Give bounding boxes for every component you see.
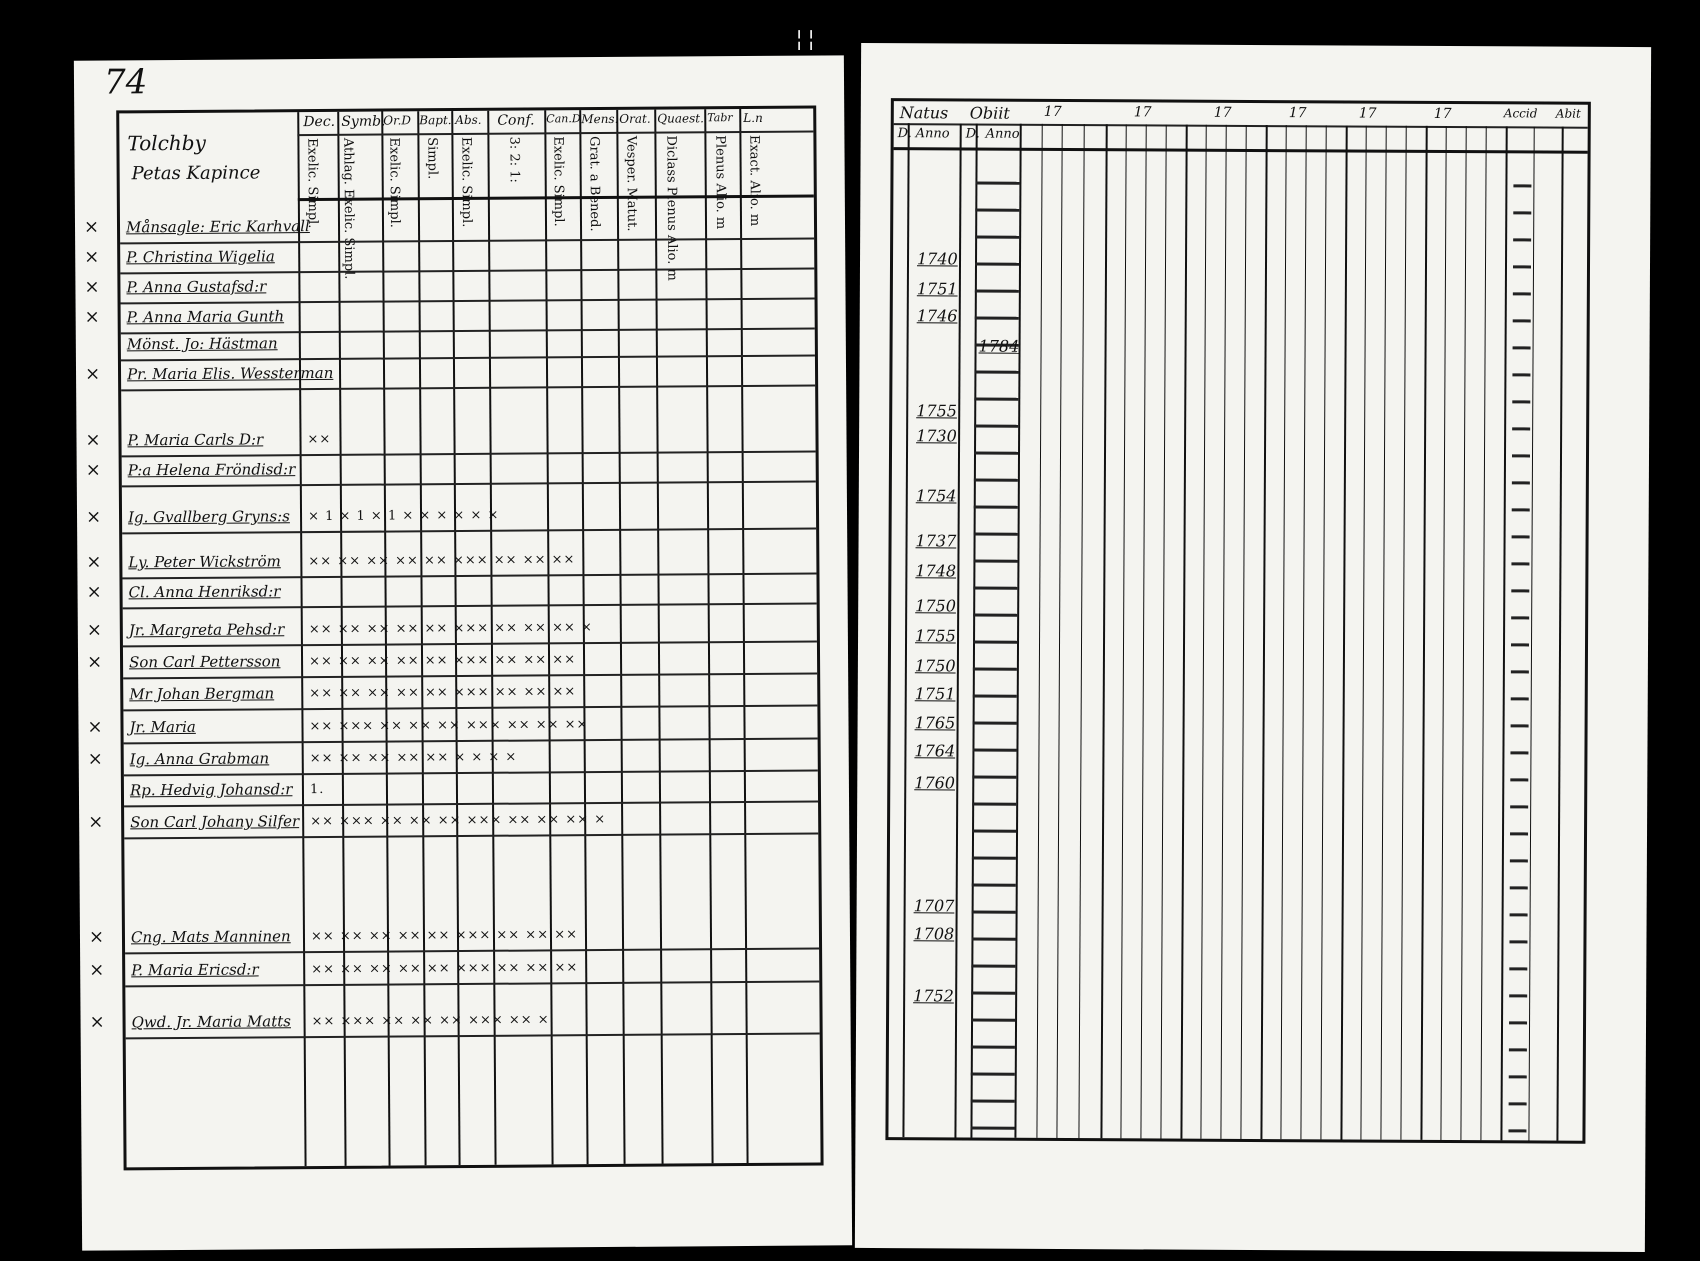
birth-year: 1760	[914, 773, 956, 793]
person-name: Cl. Anna Henriksd:r	[128, 582, 281, 602]
person-name: P. Anna Gustafsd:r	[126, 277, 267, 297]
table-row	[83, 214, 814, 247]
attendance-marks: ×× ×× ×× ×× ×× ××× ×× ×× ×× ×	[308, 620, 593, 638]
grid-row-dash	[1513, 346, 1531, 349]
birth-year: 1754	[915, 486, 957, 506]
grid-column-line	[1480, 126, 1486, 1140]
grid-row-dash	[1510, 886, 1528, 889]
table-row	[86, 579, 817, 612]
birth-year: 1750	[915, 596, 956, 616]
person-name: P. Anna Maria Gunth	[126, 307, 285, 327]
grid-row-dash	[971, 1046, 1015, 1049]
row-rule	[123, 673, 817, 680]
sub-conf: 3: 2: 1:	[506, 136, 522, 183]
page-number: 74	[103, 62, 148, 103]
sub-symb: Athlag. Exelic. Simpl.	[340, 137, 357, 280]
grid-row-dash	[974, 533, 1018, 536]
grid-row-dash	[1513, 292, 1531, 295]
grid-row-dash	[971, 938, 1015, 941]
grid-row-dash	[1513, 238, 1531, 241]
row-rule	[124, 833, 818, 840]
grid-row-dash	[1509, 1075, 1527, 1078]
margin-cross-mark: ×	[88, 926, 105, 948]
grid-row-dash	[972, 911, 1016, 914]
grid-row-dash	[1509, 1021, 1527, 1024]
birth-year: 1752	[913, 986, 954, 1006]
person-name: Cng. Mats Manninen	[130, 927, 291, 947]
row-rule	[124, 738, 818, 745]
person-name: Mr Johan Bergman	[129, 684, 275, 704]
row-rule	[123, 705, 817, 712]
margin-cross-mark: ×	[83, 216, 100, 238]
parish-title: Tolchby	[127, 130, 206, 156]
grid-row-dash	[975, 182, 1019, 185]
grid-row-dash	[1509, 967, 1527, 970]
grid-column-line	[1360, 126, 1366, 1140]
grid-row-dash	[975, 236, 1019, 239]
table-row	[85, 457, 816, 490]
table-row	[85, 427, 815, 460]
attendance-marks: ××	[307, 431, 332, 448]
sub-ord: Exelic. Simpl.	[386, 137, 403, 228]
attendance-marks: ×× ××× ×× ×× ×× ××× ×× ×× ××	[309, 717, 589, 735]
grid-row-dash	[972, 749, 1016, 752]
sub-ln: Exact. Alio. m	[746, 134, 763, 227]
grid-row-dash	[1509, 1048, 1527, 1051]
margin-cross-mark: ×	[86, 651, 103, 673]
grid-column-line	[1320, 125, 1326, 1139]
person-name: Son Carl Johany Silfer	[130, 812, 300, 832]
row-rule	[122, 481, 816, 488]
margin-cross-mark: ×	[85, 459, 101, 481]
col-abs: Abs.	[455, 112, 482, 128]
person-name: Månsagle: Eric Karhvall	[125, 217, 310, 237]
grid-row-dash	[1508, 1129, 1526, 1132]
grid-row-dash	[1510, 778, 1528, 781]
grid-row-dash	[1511, 562, 1529, 565]
birth-year: 1755	[915, 626, 956, 646]
col-natus: Natus	[899, 103, 949, 123]
person-name: Pr. Maria Elis. Wessterman	[126, 363, 334, 384]
grid-row-dash	[972, 830, 1016, 833]
col-conf: Conf.	[497, 112, 535, 129]
grid-row-dash	[974, 479, 1018, 482]
margin-cross-mark: ×	[84, 246, 100, 268]
grid-row-dash	[974, 506, 1018, 509]
table-row	[86, 617, 817, 650]
grid-column-line	[1400, 126, 1406, 1140]
table-row	[84, 361, 815, 394]
grid-row-dash	[1512, 508, 1530, 511]
col-tabr: Tabr	[707, 111, 733, 125]
col-symb: Symb.	[341, 113, 386, 130]
table-row	[86, 649, 817, 682]
grid-row-dash	[975, 209, 1019, 212]
left-page	[74, 55, 852, 1250]
sub-abs: Exelic. Simpl.	[458, 136, 475, 228]
attendance-marks: ×× ×× ×× ×× ×× ××× ×× ×× ××	[309, 684, 577, 702]
sub-mens: Grat. a Bened.	[586, 136, 603, 232]
birth-year: 1740	[916, 249, 958, 269]
grid-row-dash	[973, 668, 1017, 671]
grid-row-dash	[971, 1073, 1015, 1076]
col-orat: Orat.	[619, 111, 651, 126]
attendance-marks: × 1 × 1 × 1 × × × × × ×	[307, 507, 500, 525]
col-year-2: 17	[1133, 104, 1152, 121]
row-rule	[122, 528, 816, 535]
grid-column-line	[1260, 125, 1267, 1139]
grid-row-dash	[971, 1100, 1015, 1103]
attendance-marks: ×× ×× ×× ×× ×× ××× ×× ×× ××	[310, 927, 579, 945]
table-row	[84, 274, 814, 307]
grid-row-dash	[975, 317, 1019, 320]
grid-row-dash	[1511, 589, 1529, 592]
margin-cross-mark: ×	[85, 429, 101, 451]
grid-column-line	[1300, 125, 1306, 1139]
person-name: P:a Helena Fröndisd:r	[127, 460, 296, 480]
sub-tabr: Plenus Alio. m	[712, 135, 729, 230]
table-row	[124, 777, 818, 810]
col-year-5: 17	[1358, 105, 1377, 122]
grid-row-dash	[1511, 643, 1529, 646]
margin-cross-mark: ×	[84, 306, 100, 328]
grid-row-dash	[1512, 373, 1530, 376]
birth-year: 1737	[915, 531, 957, 551]
person-name: Rp. Hedvig Johansd:r	[129, 780, 293, 800]
grid-row-dash	[1512, 481, 1530, 484]
col-year-4: 17	[1288, 105, 1307, 122]
margin-cross-mark: ×	[86, 619, 102, 641]
grid-column-line	[1120, 124, 1126, 1138]
birth-year: 1751	[916, 279, 958, 299]
sub-obiit-anno: Anno	[985, 126, 1020, 142]
sub-quaest: Diclass Plenus Alio. m	[663, 135, 680, 281]
grid-column-line	[970, 124, 977, 1138]
grid-column-line	[1500, 126, 1507, 1140]
grid-column-line	[1160, 125, 1166, 1139]
table-row	[86, 549, 816, 582]
grid-row-dash	[975, 290, 1019, 293]
person-name: Ly. Peter Wickström	[128, 552, 281, 572]
grid-row-dash	[1511, 616, 1529, 619]
grid-column-line	[1240, 125, 1246, 1139]
margin-cross-mark: ×	[86, 581, 102, 603]
margin-cross-mark: ×	[89, 959, 105, 981]
grid-row-dash	[1511, 724, 1529, 727]
grid-row-dash	[1511, 670, 1529, 673]
grid-row-dash	[1510, 832, 1528, 835]
row-rule	[125, 948, 819, 955]
grid-column-line	[1380, 126, 1386, 1140]
person-name: P. Maria Carls D:r	[127, 430, 264, 450]
table-row	[88, 809, 818, 842]
col-abit: Abit	[1555, 106, 1581, 121]
margin-cross-mark: ×	[86, 551, 102, 573]
col-year-3: 17	[1213, 104, 1232, 121]
grid-row-dash	[1513, 265, 1531, 268]
death-year: 1784	[978, 336, 1020, 356]
margin-cross-mark: ×	[88, 811, 104, 833]
grid-row-dash	[973, 695, 1017, 698]
birth-year: 1750	[914, 656, 956, 676]
sub-orat: Vesper. Matut.	[623, 135, 640, 232]
grid-column-line	[1460, 126, 1466, 1140]
grid-row-dash	[975, 263, 1019, 266]
birth-year: 1751	[914, 684, 956, 704]
grid-column-line	[1280, 125, 1286, 1139]
table-row	[88, 924, 819, 957]
person-name: Qwd. Jr. Maria Matts	[131, 1012, 292, 1032]
grid-row-dash	[974, 371, 1018, 374]
col-ln: L.n	[743, 110, 763, 126]
person-name: Ig. Gvallberg Gryns:s	[127, 507, 290, 527]
grid-column-line	[1078, 124, 1084, 1138]
margin-cross-mark: ×	[84, 276, 100, 298]
row-rule	[126, 1033, 820, 1040]
grid-column-line	[1556, 127, 1563, 1141]
grid-row-dash	[1510, 805, 1528, 808]
attendance-marks: ×× ××× ×× ×× ×× ××× ×× ×	[311, 1012, 550, 1030]
table-row	[121, 331, 815, 364]
right-page	[855, 43, 1651, 1252]
grid-row-dash	[1511, 697, 1529, 700]
grid-column-line	[902, 123, 909, 1137]
attendance-marks: 1.	[309, 781, 325, 798]
col-obiit: Obiit	[969, 103, 1010, 123]
table-row	[87, 746, 818, 779]
grid-column-line	[1140, 124, 1146, 1138]
grid-row-dash	[973, 587, 1017, 590]
grid-row-dash	[972, 776, 1016, 779]
grid-row-dash	[1513, 211, 1531, 214]
person-name: Jr. Margreta Pehsd:r	[128, 620, 285, 640]
grid-row-dash	[1509, 994, 1527, 997]
grid-row-dash	[972, 803, 1016, 806]
grid-column-line	[1100, 124, 1107, 1138]
grid-row-dash	[1510, 913, 1528, 916]
grid-row-dash	[974, 398, 1018, 401]
grid-column-line	[1420, 126, 1427, 1140]
grid-row-dash	[1510, 859, 1528, 862]
sub-cand: Exelic. Simpl.	[550, 136, 567, 227]
sub-dec: Exelic. Simpl.	[304, 137, 321, 229]
attendance-marks: ×× ×× ×× ×× ×× × × × ×	[309, 749, 518, 767]
grid-row-dash	[971, 965, 1015, 968]
grid-row-dash	[973, 560, 1017, 563]
grid-row-dash	[974, 425, 1018, 428]
right-register-table	[885, 98, 1590, 1144]
grid-row-dash	[974, 452, 1018, 455]
grid-row-dash	[973, 722, 1017, 725]
margin-cross-mark: ×	[87, 716, 103, 738]
margin-cross-mark: ×	[84, 363, 101, 385]
grid-row-dash	[973, 641, 1017, 644]
grid-row-dash	[972, 884, 1016, 887]
col-bapt: Bapt.	[419, 113, 452, 128]
person-name: Jr. Maria	[129, 717, 196, 737]
grid-row-dash	[1513, 319, 1531, 322]
grid-row-dash	[971, 1019, 1015, 1022]
row-rule	[124, 801, 818, 808]
grid-row-dash	[1509, 1102, 1527, 1105]
col-year-6: 17	[1433, 105, 1452, 123]
grid-row-dash	[973, 614, 1017, 617]
grid-column-line	[1014, 124, 1021, 1138]
margin-cross-mark: ×	[87, 748, 103, 770]
col-year-1: 17	[1043, 103, 1062, 120]
person-name: Son Carl Pettersson	[128, 652, 281, 672]
grid-column-line	[1220, 125, 1226, 1139]
grid-row-dash	[1513, 184, 1531, 187]
person-name: P. Maria Ericsd:r	[131, 960, 259, 980]
birth-year: 1707	[913, 896, 955, 916]
grid-column-line	[1036, 124, 1042, 1138]
col-ord: Or.D	[383, 113, 412, 128]
birth-year: 1708	[913, 924, 955, 944]
grid-row-dash	[1509, 940, 1527, 943]
table-row	[89, 957, 819, 990]
birth-year: 1755	[916, 401, 958, 421]
table-row	[87, 714, 817, 747]
sub-bapt: Simpl.	[424, 137, 440, 180]
sub-natus-anno: Anno	[915, 126, 950, 142]
grid-column-line	[1200, 125, 1206, 1139]
table-row	[123, 681, 817, 714]
attendance-marks: ×× ×× ×× ×× ×× ××× ×× ×× ××	[308, 552, 576, 570]
binding-mark: ╎╎	[793, 28, 818, 52]
row-rule	[125, 981, 819, 988]
col-mens: Mens.	[581, 111, 619, 127]
grid-row-dash	[1512, 427, 1530, 430]
grid-row-dash	[971, 992, 1015, 995]
grid-column-line	[1528, 126, 1534, 1140]
sub-natus-d: D.	[897, 126, 912, 142]
parish-subtitle: Petas Kapince	[131, 162, 261, 185]
person-name: Mönst. Jo: Hästman	[126, 334, 278, 354]
grid-row-dash	[1512, 400, 1530, 403]
birth-year: 1765	[914, 713, 956, 733]
col-accid: Accid	[1503, 106, 1538, 121]
grid-column-line	[1180, 125, 1187, 1139]
grid-column-line	[1440, 126, 1446, 1140]
grid-row-dash	[970, 1127, 1014, 1130]
grid-column-line	[1340, 125, 1347, 1139]
grid-row-dash	[1510, 751, 1528, 754]
birth-year: 1746	[916, 306, 958, 326]
grid-row-dash	[1512, 454, 1530, 457]
left-register-table	[83, 106, 823, 1171]
attendance-marks: ×× ××× ×× ×× ×× ××× ×× ×× ×× ×	[310, 812, 607, 830]
grid-row-dash	[972, 857, 1016, 860]
person-name: P. Christina Wigelia	[126, 247, 275, 267]
row-rule	[123, 603, 817, 610]
row-rule	[121, 385, 815, 392]
table-row	[84, 244, 814, 277]
sub-obiit-d: D.	[965, 126, 980, 142]
attendance-marks: ×× ×× ×× ×× ×× ××× ×× ×× ××	[311, 960, 579, 978]
row-rule	[123, 641, 817, 648]
col-cand: Can.D	[546, 112, 581, 126]
col-dec: Dec.	[303, 113, 336, 131]
person-name: Ig. Anna Grabman	[129, 749, 270, 769]
birth-year: 1730	[916, 426, 957, 446]
birth-year: 1748	[915, 561, 957, 581]
birth-year: 1764	[914, 741, 956, 761]
attendance-marks: ×× ×× ×× ×× ×× ××× ×× ×× ××	[309, 652, 577, 670]
col-quaest: Quaest.	[657, 111, 704, 126]
grid-column-line	[1056, 124, 1062, 1138]
margin-cross-mark: ×	[89, 1011, 105, 1033]
table-row	[85, 504, 816, 537]
table-row	[89, 1009, 820, 1042]
margin-cross-mark: ×	[85, 506, 102, 528]
grid-row-dash	[1512, 535, 1530, 538]
row-rule	[124, 770, 818, 777]
